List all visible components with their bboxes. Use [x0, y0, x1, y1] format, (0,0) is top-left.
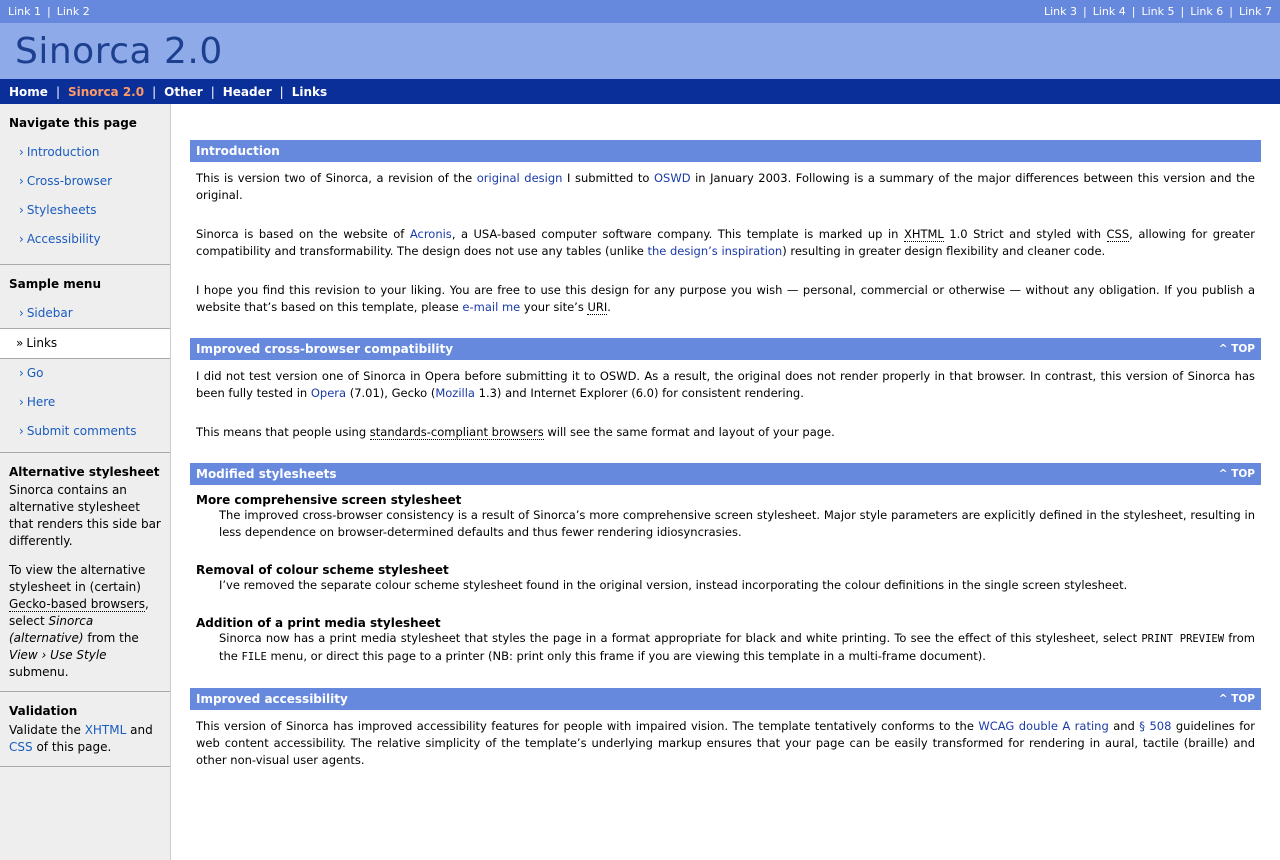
- validation-title: Validation: [9, 704, 78, 718]
- definition-text: I’ve removed the separate colour scheme stylesheet found in the original version, instead incorporating the colour definitions in the single screen stylesheet.: [219, 578, 1128, 592]
- section-header-introduction: [190, 140, 1261, 162]
- site-header: [0, 23, 1280, 79]
- paragraph: This means that people using standards-compliant browsers will see the same format and layout of your page.: [196, 425, 835, 439]
- wcag-link[interactable]: WCAG double A rating: [978, 719, 1109, 733]
- paragraph: This version of Sinorca has improved accessibility features for people with impaired vision. The template tentatively conforms to the WCAG double A rating and § 508 guidelines for web content accessibility. The relative simplicity of the template’s underlying markup ensures that your page can be easily transformed for rendering in aural, tactile (braille) and other non-visual user agents.: [196, 719, 1256, 767]
- acronis-link[interactable]: Acronis: [409, 227, 452, 241]
- sidebar-item-links[interactable]: » Links: [0, 328, 170, 359]
- chevron-right-icon: ›: [19, 232, 24, 246]
- top-links-right: Link 3 | Link 4 | Link 5 | Link 6 | Link 7: [1043, 5, 1272, 18]
- top-link-3[interactable]: Link 3: [1043, 5, 1077, 18]
- sidebar-item-cross-browser[interactable]: › Cross-browser: [19, 174, 113, 188]
- alt-stylesheet-section: [0, 453, 170, 692]
- top-link-6[interactable]: Link 6: [1190, 5, 1224, 18]
- nav-sinorca[interactable]: Sinorca 2.0: [67, 84, 145, 99]
- sample-menu-title: Sample menu: [9, 277, 101, 291]
- top-link-5[interactable]: Link 5: [1141, 5, 1175, 18]
- chevron-right-icon: ›: [19, 203, 24, 217]
- nav-other[interactable]: Other: [164, 84, 203, 99]
- main-nav: Home | Sinorca 2.0 | Other | Header | Links: [0, 79, 1280, 104]
- validation-text: Validate the XHTML and CSS of this page.: [9, 723, 153, 754]
- sidebar-item-introduction[interactable]: › Introduction: [19, 145, 100, 159]
- sidebar-item-accessibility[interactable]: › Accessibility: [19, 232, 101, 246]
- sample-menu-section: [0, 265, 170, 453]
- definition-term: More comprehensive screen stylesheet: [196, 493, 462, 507]
- top-links-left: Link 1 | Link 2: [8, 5, 90, 18]
- top-link-4[interactable]: Link 4: [1092, 5, 1126, 18]
- definition-text: The improved cross-browser consistency is a result of Sinorca’s more comprehensive screen stylesheet. Major style parameters are explicitly defined in the stylesheet, resulting in less dependence on browser-determined defaults and thus fewer rendering idiosyncrasies.: [219, 508, 1255, 539]
- sidebar-item-submit-comments[interactable]: › Submit comments: [19, 424, 137, 438]
- original-design-link[interactable]: original design: [476, 171, 563, 185]
- chevron-right-icon: ›: [19, 366, 24, 380]
- uri-abbr: URI: [587, 300, 608, 314]
- section-body-stylesheets: [190, 485, 1261, 688]
- section-title: Improved cross-browser compatibility: [196, 342, 454, 356]
- main-content: [190, 140, 1261, 791]
- section-header-stylesheets: [190, 463, 1261, 485]
- chevron-right-icon: ›: [19, 145, 24, 159]
- paragraph: This is version two of Sinorca, a revision of the original design I submitted to OSWD in January 2003. Following is a summary of the major differences between this version and the original.: [196, 171, 1255, 202]
- site-title: Sinorca 2.0: [15, 30, 223, 72]
- top-link-1[interactable]: Link 1: [8, 5, 42, 18]
- section-body-cross-browser: [190, 360, 1261, 463]
- nav-home[interactable]: Home: [9, 84, 48, 99]
- chevron-right-icon: ›: [19, 174, 24, 188]
- top-link-2[interactable]: Link 2: [56, 5, 90, 18]
- page-nav-title: Navigate this page: [9, 116, 137, 130]
- page-nav-section: [0, 104, 170, 265]
- definition-term: Removal of colour scheme stylesheet: [196, 563, 449, 577]
- sidebar-item-here[interactable]: › Here: [19, 395, 56, 409]
- nav-header[interactable]: Header: [222, 84, 272, 99]
- sidebar: [0, 104, 171, 860]
- section-title: Modified stylesheets: [196, 467, 337, 481]
- alt-stylesheet-instructions: To view the alternative stylesheet in (certain) Gecko-based browsers, select Sinorca (alternative) from the View › Use Style submenu.: [9, 563, 149, 679]
- validate-css-link[interactable]: CSS: [9, 740, 33, 754]
- xhtml-abbr: XHTML: [903, 227, 944, 241]
- section-body-introduction: [190, 162, 1261, 338]
- section-body-accessibility: [190, 710, 1261, 791]
- definition-term: Addition of a print media stylesheet: [196, 616, 441, 630]
- oswd-link[interactable]: OSWD: [653, 171, 691, 185]
- paragraph: Sinorca is based on the website of Acronis, a USA-based computer software company. This template is marked up in XHTML 1.0 Strict and styled with CSS, allowing for greater compatibility and transformability. The design does not use any tables (unlike the design’s inspiration) resulting in greater design flexibility and cleaner code.: [196, 227, 1255, 258]
- opera-link[interactable]: Opera: [310, 386, 347, 400]
- paragraph: I hope you find this revision to your liking. You are free to use this design for any purpose you wish — personal, commercial or otherwise — without any obligation. If you publish a website that’s based on this template, please e-mail me your site’s URI.: [196, 283, 1255, 314]
- design-inspiration-link[interactable]: the design’s inspiration: [647, 244, 783, 258]
- alt-stylesheet-text: Sinorca contains an alternative stylesheet that renders this side bar differently.: [9, 483, 161, 548]
- chevron-right-icon: ›: [19, 424, 24, 438]
- sidebar-item-sidebar[interactable]: › Sidebar: [19, 306, 73, 320]
- section-header-accessibility: [190, 688, 1261, 710]
- section-header-cross-browser: [190, 338, 1261, 360]
- alt-stylesheet-title: Alternative stylesheet: [9, 465, 160, 479]
- nav-links[interactable]: Links: [291, 84, 328, 99]
- top-link-7[interactable]: Link 7: [1238, 5, 1272, 18]
- definition-text: Sinorca now has a print media stylesheet that styles the page in a format appropriate for black and white printing. To see the effect of this stylesheet, select PRINT PREVIEW from the FILE menu, or direct this page to a printer (NB: print only this frame if you are viewing this template in a multi-frame document).: [219, 631, 1255, 663]
- css-abbr: CSS: [1106, 227, 1130, 241]
- mozilla-link[interactable]: Mozilla: [435, 386, 475, 400]
- back-to-top-link[interactable]: ^ TOP: [1218, 693, 1255, 705]
- gecko-browsers-abbr: Gecko-based browsers: [9, 597, 145, 611]
- back-to-top-link[interactable]: ^ TOP: [1218, 343, 1255, 355]
- validate-xhtml-link[interactable]: XHTML: [84, 723, 127, 737]
- top-link-bar: [0, 0, 1280, 23]
- sidebar-item-go[interactable]: › Go: [19, 366, 44, 380]
- section-title: Introduction: [196, 144, 280, 158]
- section-title: Improved accessibility: [196, 692, 348, 706]
- chevron-right-icon: ›: [19, 306, 24, 320]
- section-508-link[interactable]: § 508: [1139, 719, 1172, 733]
- email-link[interactable]: e-mail me: [462, 300, 521, 314]
- sidebar-item-stylesheets[interactable]: › Stylesheets: [19, 203, 97, 217]
- chevron-right-icon: »: [16, 336, 24, 350]
- standards-browsers-abbr: standards-compliant browsers: [369, 425, 544, 439]
- chevron-right-icon: ›: [19, 395, 24, 409]
- paragraph: I did not test version one of Sinorca in Opera before submitting it to OSWD. As a result, the original does not render properly in that browser. In contrast, this version of Sinorca has been fully tested in Opera (7.01), Gecko (Mozilla 1.3) and Internet Explorer (6.0) for consistent rendering.: [196, 369, 1255, 400]
- back-to-top-link[interactable]: ^ TOP: [1218, 468, 1255, 480]
- validation-section: [0, 692, 170, 767]
